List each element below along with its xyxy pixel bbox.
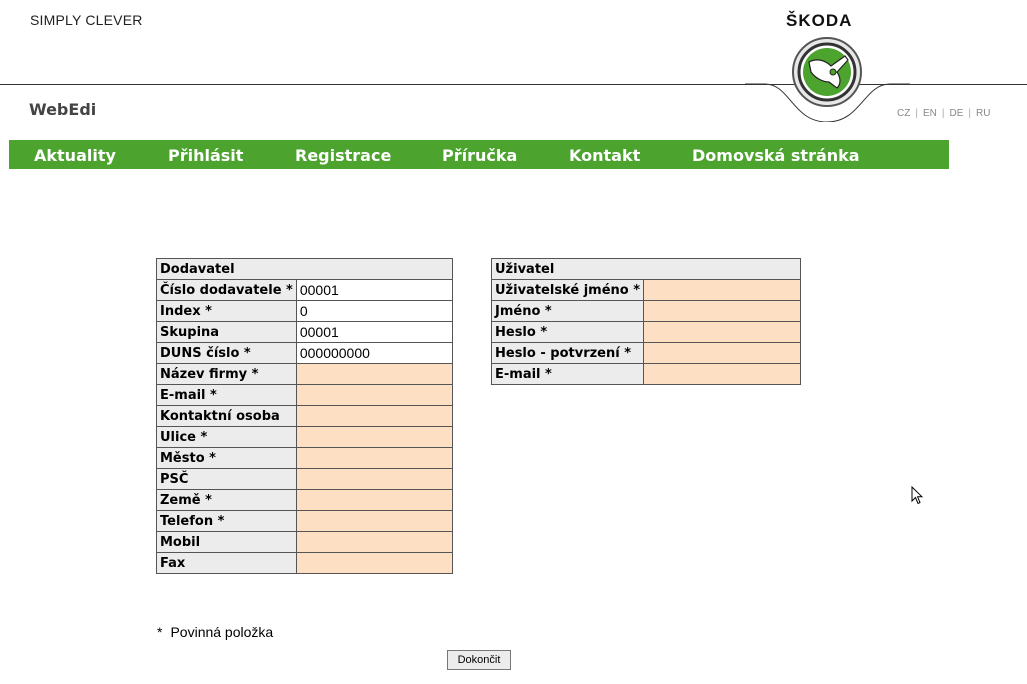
nav-kontakt[interactable]: Kontakt xyxy=(569,146,641,165)
supplier-number-label: Číslo dodavatele * xyxy=(157,280,297,301)
password-confirm-label: Heslo - potvrzení * xyxy=(492,343,644,364)
username-field[interactable] xyxy=(644,280,801,301)
user-email-field[interactable] xyxy=(644,364,801,385)
nav-prihlasit[interactable]: Přihlásit xyxy=(168,146,244,165)
company-name-field[interactable] xyxy=(296,364,452,385)
duns-label: DUNS číslo * xyxy=(157,343,297,364)
country-label: Země * xyxy=(157,490,297,511)
company-name-label: Název firmy * xyxy=(157,364,297,385)
index-value: 0 xyxy=(296,301,452,322)
lang-de-link[interactable]: DE xyxy=(949,108,964,119)
user-table-title: Uživatel xyxy=(492,259,801,280)
contact-person-field[interactable] xyxy=(296,406,452,427)
supplier-table xyxy=(156,258,453,574)
city-field[interactable] xyxy=(296,448,452,469)
phone-field[interactable] xyxy=(296,511,452,532)
lang-separator: | xyxy=(915,108,918,119)
finish-button[interactable]: Dokončit xyxy=(447,650,511,670)
duns-value: 000000000 xyxy=(296,343,452,364)
lang-ru-link[interactable]: RU xyxy=(975,108,991,119)
brand-wordmark: ŠKODA xyxy=(786,11,853,30)
index-label: Index * xyxy=(157,301,297,322)
password-field[interactable] xyxy=(644,322,801,343)
nav-aktuality[interactable]: Aktuality xyxy=(34,146,116,165)
main-navigation xyxy=(9,140,949,169)
zip-field[interactable] xyxy=(296,469,452,490)
mobile-field[interactable] xyxy=(296,532,452,553)
lang-en-link[interactable]: EN xyxy=(922,108,937,119)
app-title: WebEdi xyxy=(29,100,97,119)
name-field[interactable] xyxy=(644,301,801,322)
user-table xyxy=(491,258,801,385)
fax-field[interactable] xyxy=(296,553,452,574)
required-note-text: Povinná položka xyxy=(170,624,274,640)
name-label: Jméno * xyxy=(492,301,644,322)
nav-registrace[interactable]: Registrace xyxy=(295,146,392,165)
contact-person-label: Kontaktní osoba xyxy=(157,406,297,427)
password-label: Heslo * xyxy=(492,322,644,343)
language-switcher xyxy=(897,108,990,119)
nav-domovska-stranka[interactable]: Domovská stránka xyxy=(692,146,860,165)
skoda-logo-icon xyxy=(745,32,910,122)
group-label: Skupina xyxy=(157,322,297,343)
tagline: SIMPLY CLEVER xyxy=(30,12,143,28)
password-confirm-field[interactable] xyxy=(644,343,801,364)
mobile-label: Mobil xyxy=(157,532,297,553)
required-field-note xyxy=(157,624,273,640)
username-label: Uživatelské jméno * xyxy=(492,280,644,301)
user-email-label: E-mail * xyxy=(492,364,644,385)
supplier-email-label: E-mail * xyxy=(157,385,297,406)
mouse-pointer-icon xyxy=(911,486,923,505)
country-field[interactable] xyxy=(296,490,452,511)
lang-cz-link[interactable]: CZ xyxy=(897,108,911,119)
phone-label: Telefon * xyxy=(157,511,297,532)
lang-separator: | xyxy=(968,108,971,119)
supplier-table-title: Dodavatel xyxy=(157,259,453,280)
street-field[interactable] xyxy=(296,427,452,448)
group-value: 00001 xyxy=(296,322,452,343)
street-label: Ulice * xyxy=(157,427,297,448)
city-label: Město * xyxy=(157,448,297,469)
lang-separator: | xyxy=(941,108,945,119)
supplier-email-field[interactable] xyxy=(296,385,452,406)
fax-label: Fax xyxy=(157,553,297,574)
supplier-number-value: 00001 xyxy=(296,280,452,301)
nav-prirucka[interactable]: Příručka xyxy=(442,146,518,165)
zip-label: PSČ xyxy=(157,469,297,490)
required-star: * xyxy=(157,624,163,640)
